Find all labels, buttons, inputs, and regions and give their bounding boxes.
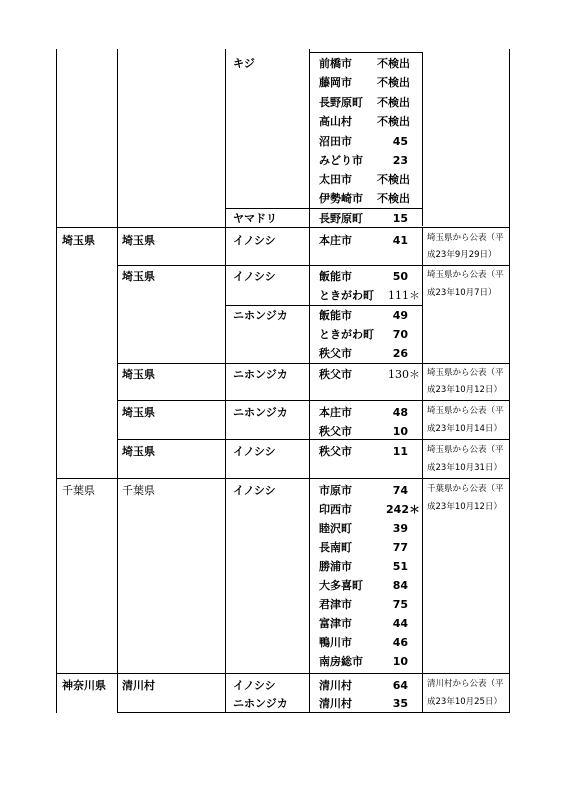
source-note: 成23年10月14日） xyxy=(427,424,502,434)
value-cell: 不検出 xyxy=(377,115,410,128)
place-cell: 富津市 xyxy=(319,617,352,630)
place-cell: 沼田市 xyxy=(319,135,352,148)
place-cell: 長野原町 xyxy=(319,96,363,109)
place-cell: 君津市 xyxy=(319,598,352,611)
place-cell: 清川村 xyxy=(319,679,352,692)
value-cell: 10 xyxy=(392,655,408,668)
place-cell: 印西市 xyxy=(319,503,352,516)
place-cell: 本庄市 xyxy=(319,234,352,247)
value-cell: 45 xyxy=(392,135,408,148)
place-cell: 伊勢崎市 xyxy=(319,192,363,205)
place-cell: 前橋市 xyxy=(319,57,352,70)
value-cell: 26 xyxy=(392,347,408,360)
value-cell: 不検出 xyxy=(377,173,410,186)
source-note: 埼玉県から公表（平 xyxy=(427,445,504,455)
species-cell: ニホンジカ xyxy=(233,368,288,381)
table-border-left xyxy=(56,49,57,713)
source-note: 埼玉県から公表（平 xyxy=(427,368,504,378)
org-cell: 埼玉県 xyxy=(122,234,155,247)
value-cell: 51 xyxy=(392,560,408,573)
source-note: 千葉県から公表（平 xyxy=(427,484,504,494)
place-cell: 飯能市 xyxy=(319,309,352,322)
source-note: 埼玉県から公表（平 xyxy=(427,406,504,416)
place-cell: 市原市 xyxy=(319,484,352,497)
place-cell: 秩父市 xyxy=(319,368,352,381)
place-cell: 秩父市 xyxy=(319,347,352,360)
place-cell: 鴨川市 xyxy=(319,636,352,649)
value-cell: 84 xyxy=(392,579,408,592)
org-cell: 清川村 xyxy=(122,679,155,692)
source-note: 成23年10月12日） xyxy=(427,502,502,512)
rule-top-values xyxy=(309,52,423,53)
value-cell: 44 xyxy=(392,617,408,630)
col-divider-org xyxy=(117,49,118,713)
prefecture-cell: 千葉県 xyxy=(62,484,95,497)
source-note: 成23年10月25日） xyxy=(427,697,502,707)
place-cell: 南房総市 xyxy=(319,655,363,668)
source-note: 埼玉県から公表（平 xyxy=(427,233,504,243)
value-cell: 74 xyxy=(392,484,408,497)
rule-section-kanagawa xyxy=(56,673,510,674)
place-cell: ときがわ町 xyxy=(319,328,374,341)
place-cell: 長南町 xyxy=(319,541,352,554)
place-cell: 本庄市 xyxy=(319,406,352,419)
value-cell: 10 xyxy=(392,425,408,438)
place-cell: みどり市 xyxy=(319,154,363,167)
place-cell: 高山村 xyxy=(319,115,352,128)
col-divider-value-top xyxy=(422,52,423,226)
rule-saitama-4 xyxy=(117,439,510,440)
col-divider-species xyxy=(225,49,226,713)
col-divider-place xyxy=(309,49,310,713)
value-cell: 15 xyxy=(392,212,408,225)
value-cell: 35 xyxy=(392,697,408,710)
value-cell: 46 xyxy=(392,636,408,649)
rule-bottom xyxy=(117,712,510,713)
prefecture-cell: 神奈川県 xyxy=(62,679,106,692)
value-cell: 41 xyxy=(392,234,408,247)
species-cell: キジ xyxy=(233,57,255,70)
value-cell: 77 xyxy=(392,541,408,554)
value-cell: 75 xyxy=(392,598,408,611)
value-cell: 不検出 xyxy=(377,76,410,89)
rule-species-split xyxy=(225,208,423,209)
value-cell: 64 xyxy=(392,679,408,692)
org-cell: 埼玉県 xyxy=(122,368,155,381)
rule-saitama-3 xyxy=(117,400,510,401)
value-cell: 不検出 xyxy=(377,192,410,205)
rule-species-split-2 xyxy=(225,305,423,306)
value-cell: 不検出 xyxy=(377,96,410,109)
value-cell: 23 xyxy=(392,154,408,167)
table-border-right xyxy=(509,49,510,713)
value-cell: 49 xyxy=(392,309,408,322)
org-cell: 千葉県 xyxy=(122,484,155,497)
place-cell: 長野原町 xyxy=(319,212,363,225)
place-cell: ときがわ町 xyxy=(319,289,374,302)
value-cell: 111＊ xyxy=(388,289,420,302)
place-cell: 太田市 xyxy=(319,173,352,186)
value-cell: 39 xyxy=(392,522,408,535)
species-cell: イノシシ xyxy=(233,270,276,283)
value-cell: 不検出 xyxy=(377,57,410,70)
source-note: 成23年10月31日） xyxy=(427,463,502,473)
value-cell: 70 xyxy=(392,328,408,341)
species-cell: イノシシ xyxy=(233,445,276,458)
place-cell: 大多喜町 xyxy=(319,579,363,592)
place-cell: 秩父市 xyxy=(319,445,352,458)
value-cell: 242＊ xyxy=(386,503,420,516)
species-cell: ニホンジカ xyxy=(233,697,288,710)
value-cell: 48 xyxy=(392,406,408,419)
species-cell: ニホンジカ xyxy=(233,309,288,322)
source-note: 清川村から公表（平 xyxy=(427,679,504,689)
species-cell: イノシシ xyxy=(233,679,276,692)
species-cell: ヤマドリ xyxy=(233,212,277,225)
org-cell: 埼玉県 xyxy=(122,270,155,283)
place-cell: 清川村 xyxy=(319,697,352,710)
place-cell: 勝浦市 xyxy=(319,560,352,573)
org-cell: 埼玉県 xyxy=(122,406,155,419)
source-note: 成23年10月7日） xyxy=(427,288,497,298)
value-cell: 50 xyxy=(392,270,408,283)
place-cell: 飯能市 xyxy=(319,270,352,283)
species-cell: イノシシ xyxy=(233,484,276,497)
rule-section-saitama xyxy=(56,227,510,228)
species-cell: ニホンジカ xyxy=(233,406,288,419)
prefecture-cell: 埼玉県 xyxy=(62,234,95,247)
source-note: 成23年9月29日） xyxy=(427,250,497,260)
source-note: 成23年10月12日） xyxy=(427,385,502,395)
place-cell: 秩父市 xyxy=(319,425,352,438)
rule-section-chiba xyxy=(56,478,510,479)
source-note: 埼玉県から公表（平 xyxy=(427,270,504,280)
org-cell: 埼玉県 xyxy=(122,445,155,458)
species-cell: イノシシ xyxy=(233,234,276,247)
place-cell: 睦沢町 xyxy=(319,522,352,535)
col-divider-value xyxy=(422,228,423,713)
value-cell: 130＊ xyxy=(388,368,420,381)
value-cell: 11 xyxy=(392,445,408,458)
place-cell: 藤岡市 xyxy=(319,76,352,89)
